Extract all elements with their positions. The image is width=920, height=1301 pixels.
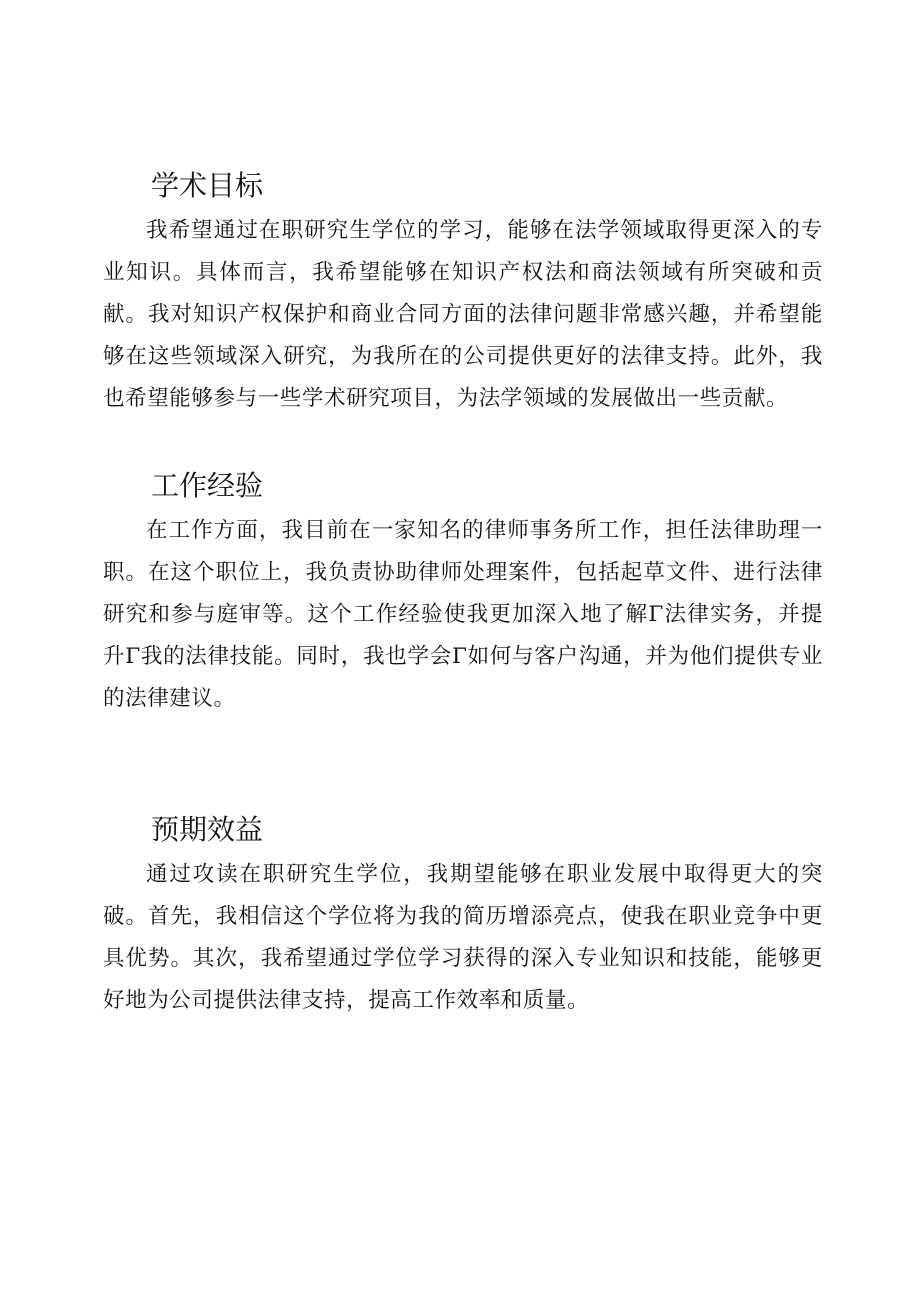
- section-work-experience: [103, 468, 823, 720]
- section-heading-academic-goals: 学术目标: [151, 169, 264, 202]
- section-paragraph-work-experience: 在工作方面，我目前在一家知名的律师事务所工作，担任法律助理一职。在这个职位上，我负责协助律师处理案件，包括起草文件、进行法律研究和参与庭审等。这个工作经验使我更加深入地了解Γ法律实务，并提升Γ我的法律技能。同时，我也学会Γ如何与客户沟通，并为他们提供专业的法律建议。: [103, 518, 823, 711]
- section-heading-expected-benefits: 预期效益: [151, 813, 264, 846]
- section-paragraph-expected-benefits: 通过攻读在职研究生学位，我期望能够在职业发展中取得更大的突破。首先，我相信这个学位将为我的简历增添亮点，使我在职业竞争中更具优势。其次，我希望通过学位学习获得的深入专业知识和技能，能够更好地为公司提供法律支持，提高工作效率和质量。: [103, 862, 823, 1013]
- section-academic-goals: [103, 168, 823, 420]
- section-expected-benefits: [103, 812, 823, 1022]
- section-heading-work-experience: 工作经验: [151, 469, 264, 502]
- section-paragraph-academic-goals: 我希望通过在职研究生学位的学习，能够在法学领域取得更深入的专业知识。具体而言，我希望能够在知识产权法和商法领域有所突破和贡献。我对知识产权保护和商业合同方面的法律问题非常感兴趣，并希望能够在这些领域深入研究，为我所在的公司提供更好的法律支持。此外，我也希望能够参与一些学术研究项目，为法学领域的发展做出一些贡献。: [103, 218, 823, 411]
